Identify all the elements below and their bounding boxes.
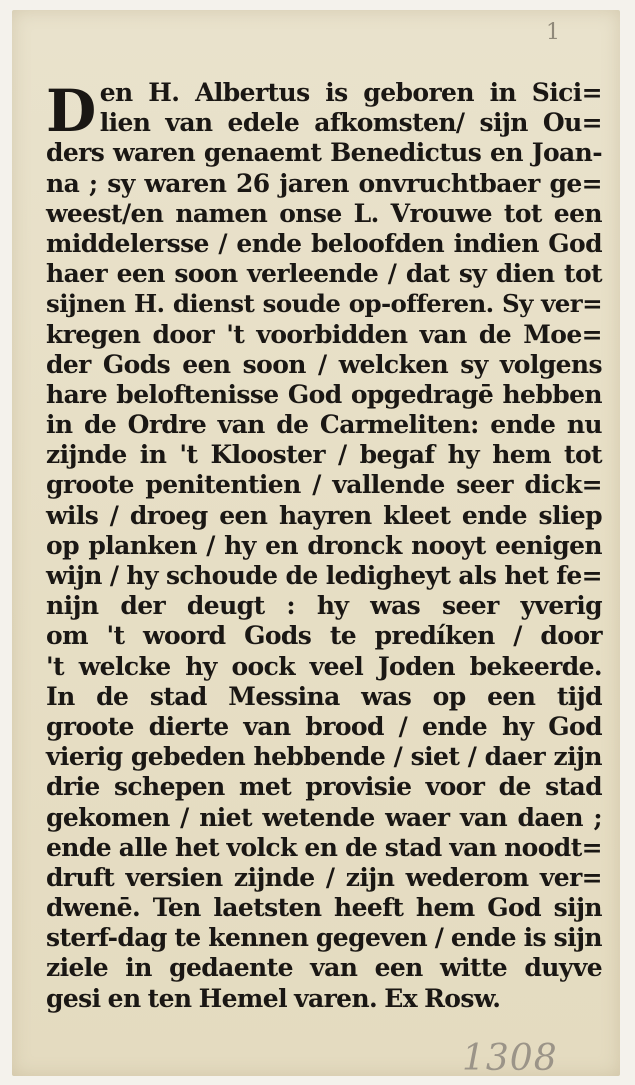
text-line: hare beloftenisse God opgedragē hebben: [46, 379, 602, 409]
text-line: en H. Albertus is geboren in Sici=: [99, 78, 602, 107]
text-line: wijn / hy schoude de ledigheyt als het fe=: [46, 561, 602, 590]
paper-sheet: [12, 10, 620, 1079]
text-line: druft versien zijnde / zijn wederom ver=: [46, 862, 602, 892]
text-line: groote dierte van brood / ende hy God: [46, 711, 602, 741]
text-line: ziele in gedaente van een witte duyve: [46, 953, 602, 983]
text-line: sijnen H. dienst soude op-offeren. Sy ver=: [46, 289, 602, 319]
text-line: gesi en ten Hemel varen. Ex Rosw.: [46, 983, 501, 1013]
text-block: [46, 78, 602, 1014]
text-line: in de Ordre van de Carmeliten: ende nu: [46, 410, 602, 440]
text-line: ende alle het volck en de stad van noodt=: [46, 832, 602, 862]
drop-cap: D: [46, 77, 96, 145]
text-line: der Gods een soon / welcken sy volgens: [46, 349, 602, 379]
catalog-number: 1308: [462, 1038, 558, 1079]
text-line: lien van edele afkomsten/ sijn Ou=: [99, 108, 602, 138]
text-line: dwenē. Ten laetsten heeft hem God sijn: [46, 893, 602, 923]
text-line: drie schepen met provisie voor de stad: [46, 772, 602, 802]
text-line: haer een soon verleende / dat sy dien tot: [46, 259, 602, 289]
text-line: nijn der deugt : hy was seer yverig: [46, 591, 602, 621]
text-line: kregen door 't voorbidden van de Moe=: [46, 319, 602, 349]
text-line: om 't woord Gods te predíken / door: [46, 621, 602, 651]
text-line: sterf-dag te kennen gegeven / ende is sijn: [46, 923, 602, 953]
text-line: wils / droeg een hayren kleet ende sliep: [46, 500, 602, 530]
text-line: ders waren genaemt Benedictus en Joan-: [46, 138, 602, 168]
text-line: na ; sy waren 26 jaren onvruchtbaer ge=: [46, 168, 602, 198]
text-line: gekomen / niet wetende waer van daen ;: [46, 802, 602, 832]
text-line: vierig gebeden hebbende / siet / daer zijn: [46, 742, 602, 772]
text-line: 't welcke hy oock veel Joden bekeerde.: [46, 651, 602, 681]
text-line: zijnde in 't Klooster / begaf hy hem tot: [46, 440, 602, 470]
text-line: op planken / hy en dronck nooyt eenigen: [46, 530, 602, 560]
corner-mark: 1: [546, 20, 560, 45]
text-line: weest/en namen onse L. Vrouwe tot een: [46, 198, 602, 228]
text-line: groote penitentien / vallende seer dick=: [46, 470, 602, 500]
text-line: In de stad Messina was op een tijd: [46, 681, 602, 711]
text-line: middelersse / ende beloofden indien God: [46, 228, 602, 258]
